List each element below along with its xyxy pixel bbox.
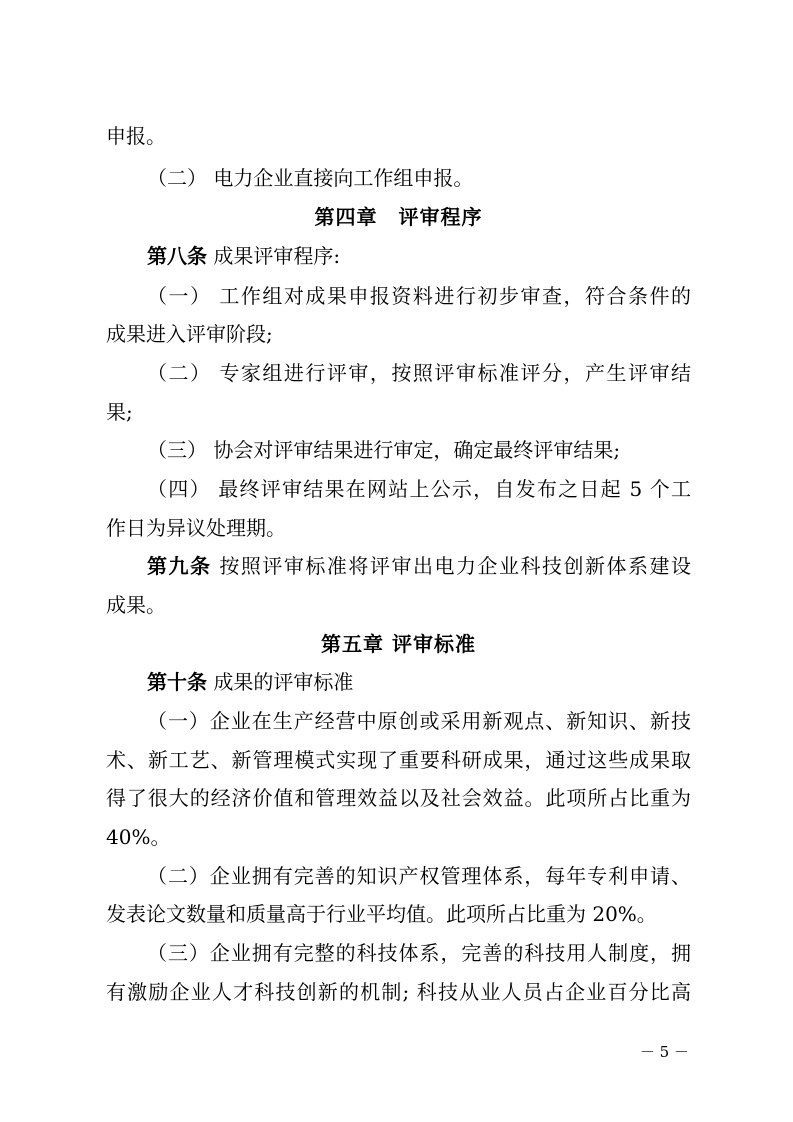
article-text: 按照评审标准将评审出电力企业科技创新体系建设 xyxy=(211,554,691,578)
article-10-item-1-line-1: （一）企业在生产经营中原创或采用新观点、新知识、新技 xyxy=(147,709,691,733)
article-10-item-1-line-2: 术、新工艺、新管理模式实现了重要科研成果，通过这些成果取 xyxy=(106,748,691,772)
article-label: 第九条 xyxy=(147,554,212,578)
article-10-item-2-line-2: 发表论文数量和质量高于行业平均值。此项所占比重为 20%。 xyxy=(106,902,657,926)
paragraph-line: 申报。 xyxy=(106,124,166,148)
page-number: － 5 － xyxy=(639,1043,689,1061)
article-8-item-3: （三） 协会对评审结果进行审定，确定最终评审结果; xyxy=(147,438,621,462)
article-10-title xyxy=(147,668,691,696)
submission-item-2: （二） 电力企业直接向工作组申报。 xyxy=(147,166,474,190)
chapter-4-heading: 第四章 评审程序 xyxy=(314,205,483,229)
article-text: 成果的评审标准 xyxy=(207,670,354,694)
article-9-line-2: 成果。 xyxy=(106,593,166,617)
article-8-item-2-line-2: 果; xyxy=(106,400,133,424)
article-8-item-1-line-1: （一） 工作组对成果申报资料进行初步审查，符合条件的 xyxy=(147,284,691,308)
article-label: 第十条 xyxy=(147,670,207,694)
article-8-item-4-line-2: 作日为异议处理期。 xyxy=(106,516,286,540)
chapter-5-heading: 第五章 评审标准 xyxy=(321,632,476,656)
article-10-item-3-line-1: （三）企业拥有完整的科技体系，完善的科技用人制度，拥 xyxy=(147,941,691,965)
article-10-item-3-line-2: 有激励企业人才科技创新的机制; 科技从业人员占企业百分比高 xyxy=(106,980,691,1004)
article-8-item-4-line-1: （四） 最终评审结果在网站上公示，自发布之日起 5 个工 xyxy=(147,477,691,501)
article-8-title xyxy=(147,242,691,270)
article-9-line-1 xyxy=(147,552,691,580)
article-text: 成果评审程序: xyxy=(207,244,341,268)
article-10-item-1-line-4: 40%。 xyxy=(106,825,171,849)
article-10-item-2-line-1: （二）企业拥有完善的知识产权管理体系，每年专利申请、 xyxy=(147,864,691,888)
article-8-item-2-line-1: （二） 专家组进行评审，按照评审标准评分，产生评审结 xyxy=(147,361,691,385)
article-label: 第八条 xyxy=(147,244,207,268)
article-8-item-1-line-2: 成果进入评审阶段; xyxy=(106,322,273,346)
article-10-item-1-line-3: 得了很大的经济价值和管理效益以及社会效益。此项所占比重为 xyxy=(106,786,691,810)
